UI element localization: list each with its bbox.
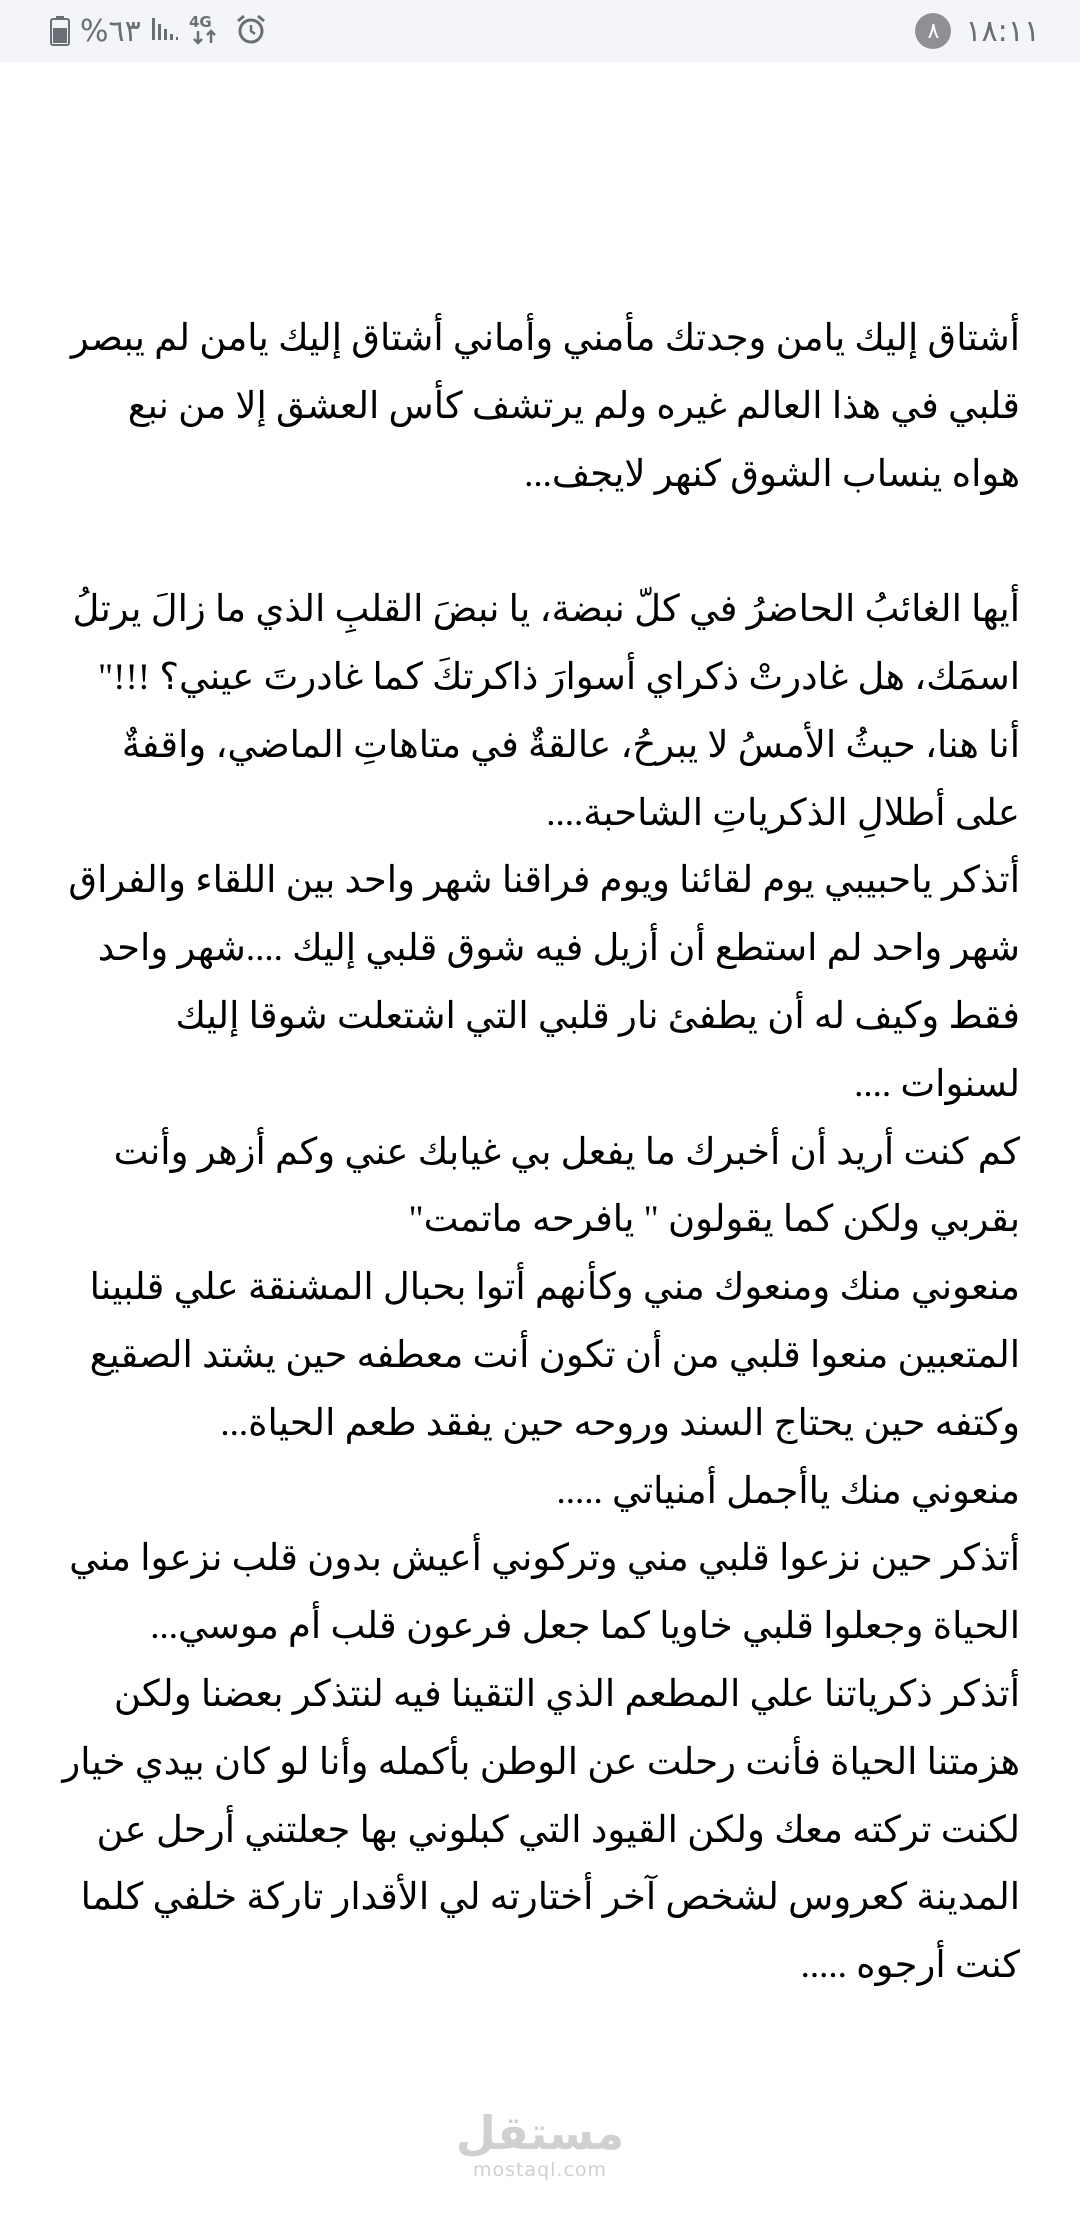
4g-icon <box>189 13 225 49</box>
clock: ١٨:١١ <box>965 13 1040 49</box>
status-bar <box>0 0 1080 62</box>
paragraph-3: أنا هنا، حيثُ الأمسُ لا يبرحُ، عالقةٌ في متاهاتِ الماضي، واقفةٌ على أطلالِ الذكرياتِ الشاحبة.... <box>121 724 1020 834</box>
mostaql-watermark <box>0 2108 1080 2182</box>
notification-badge[interactable]: ٨ <box>915 13 951 49</box>
article-body <box>58 305 1020 2000</box>
paragraph-4: أتذكر ياحبيبي يوم لقائنا ويوم فراقنا شهر واحد بين اللقاء والفراق شهر واحد لم استطع أن أزيل فيه شوق قلبي إليك ....شهر واحد فقط وكيف له أن يطفئ نار قلبي التي اشتعلت شوقا إليك لسنوات .... <box>68 860 1020 1105</box>
signal-icon <box>151 15 179 47</box>
status-left-group <box>50 12 267 50</box>
network-type-label: 4G <box>188 13 212 31</box>
paragraph-8: أتذكر حين نزعوا قلبي مني وتركوني أعيش بدون قلب نزعوا مني الحياة وجعلوا قلبي خاويا كما جعل فرعون قلب أم موسي... <box>69 1538 1020 1648</box>
paragraph-6: منعوني منك ومنعوك مني وكأنهم أتوا بحبال المشنقة علي قلبينا المتعبين منعوا قلبي من أن تكون أنت معطفه حين يشتد الصقيع وكتفه حين يحتاج السند وروحه حين يفقد طعم الحياة... <box>89 1267 1020 1444</box>
battery-percent: %٦٣ <box>80 13 141 49</box>
paragraph-7: منعوني منك ياأجمل أمنياتي ..... <box>556 1470 1020 1512</box>
paragraph-5: كم كنت أريد أن أخبرك ما يفعل بي غيابك عني وكم أزهر وأنت بقربي ولكن كما يقولون " يافرحه ماتمت" <box>113 1131 1020 1241</box>
blank-line <box>58 508 1020 576</box>
status-right-group <box>915 12 1040 50</box>
paragraph-9: أتذكر ذكرياتنا علي المطعم الذي التقينا فيه لنتذكر بعضنا ولكن هزمتنا الحياة فأنت رحلت عن الوطن بأكمله وأنا لو كان بيدي خيار لكنت تركته معك ولكن القيود التي كبلوني بها جعلتني أرحل عن المدينة كعروس لشخص آخر أختارته لي الأقدار تاركة خلفي كلما كنت أرجوه ..... <box>62 1673 1020 1987</box>
watermark-url: mostaql.com <box>472 2159 608 2181</box>
alarm-icon <box>235 13 267 49</box>
paragraph-1: أشتاق إليك يامن وجدتك مأمني وأماني أشتاق إليك يامن لم يبصر قلبي في هذا العالم غيره ولم يرتشف كأس العشق إلا من نبع هواه ينساب الشوق كنهر لايجف... <box>70 318 1020 495</box>
battery-icon <box>50 16 70 46</box>
paragraph-2: أيها الغائبُ الحاضرُ في كلّ نبضة، يا نبضَ القلبِ الذي ما زالَ يرتلُ اسمَك، هل غادرتْ ذكراي أسوارَ ذاكرتكَ كما غادرتَ عيني؟ !!!" <box>72 589 1020 698</box>
watermark-logo: مستقل <box>455 2106 625 2160</box>
